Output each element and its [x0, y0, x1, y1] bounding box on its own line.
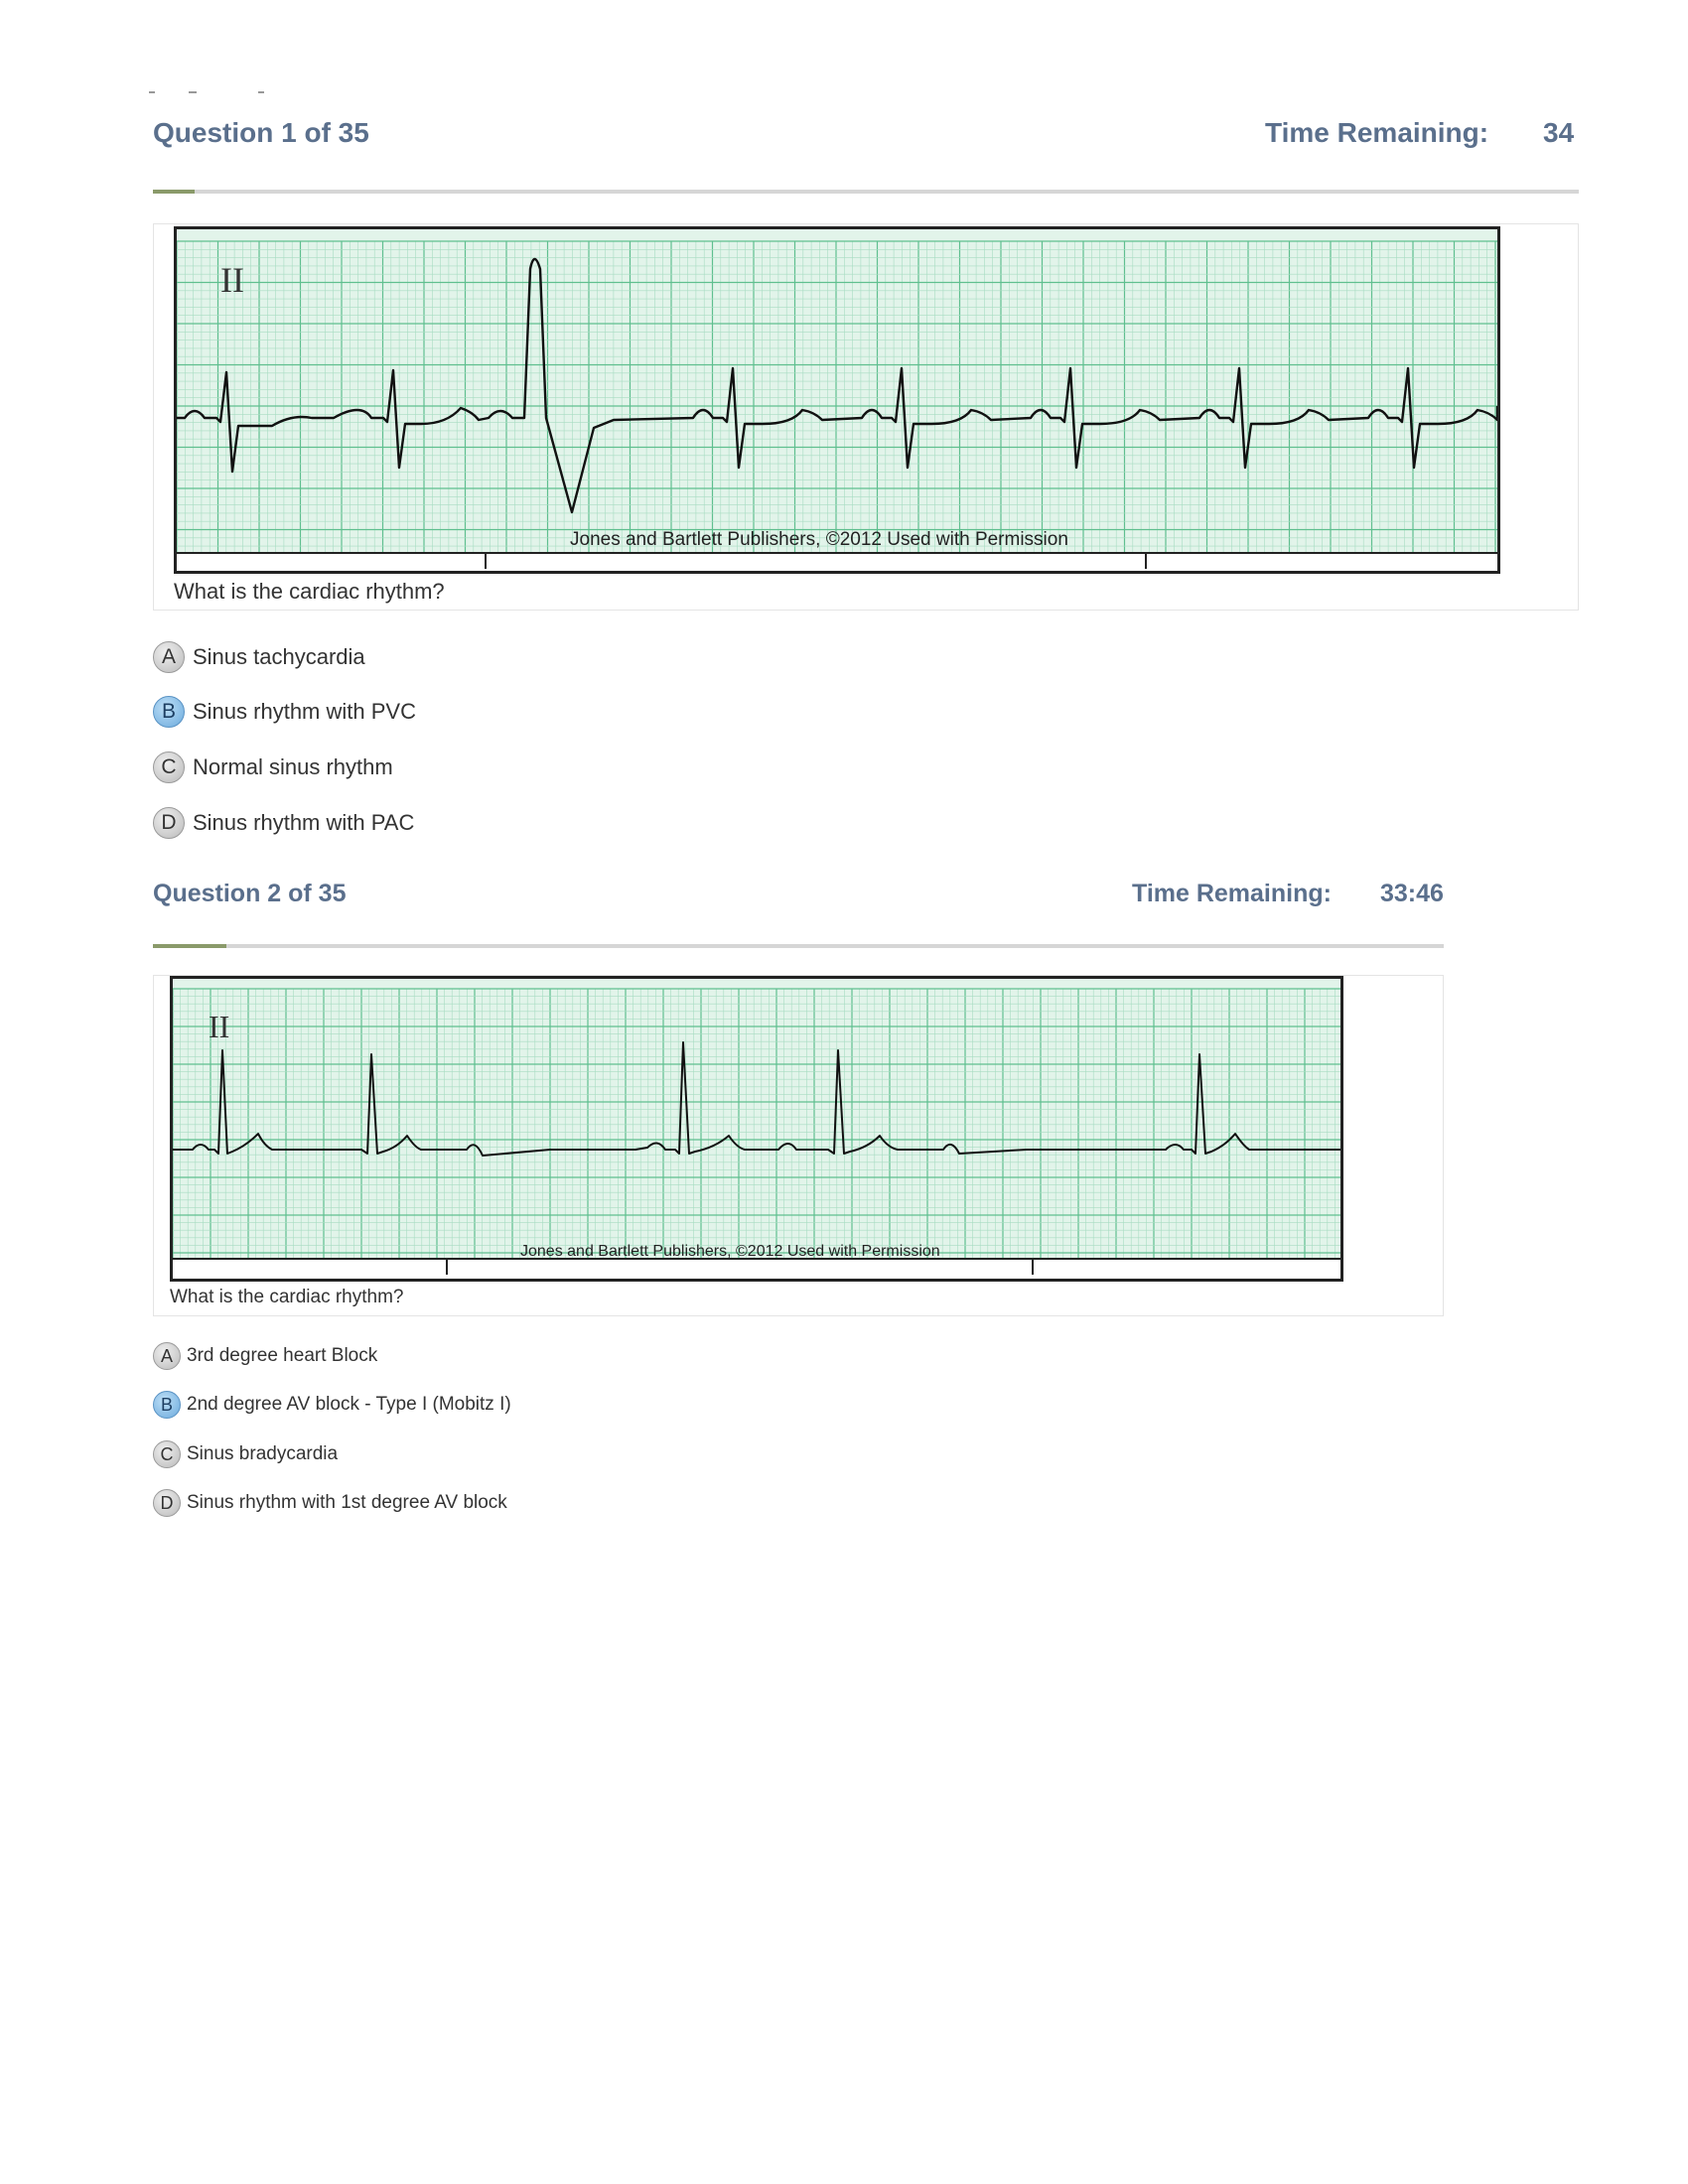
question-2-lead-label: II — [209, 1009, 230, 1044]
option-c-label: Sinus bradycardia — [187, 1443, 339, 1464]
option-d-badge: D — [153, 807, 185, 839]
question-1-progress-fill — [153, 190, 195, 194]
question-2-option-b[interactable] — [153, 1391, 511, 1419]
option-c-badge: C — [153, 1440, 181, 1468]
option-b-label: Sinus rhythm with PVC — [193, 699, 416, 724]
option-b-label: 2nd degree AV block - Type I (Mobitz I) — [187, 1394, 511, 1415]
question-1-header — [153, 117, 1579, 157]
top-fragment — [149, 89, 268, 95]
question-2-image-credit: Jones and Bartlett Publishers, ©2012 Used with Permission — [520, 1243, 940, 1260]
question-1-option-a[interactable] — [153, 641, 365, 673]
option-a-label: 3rd degree heart Block — [187, 1345, 378, 1366]
option-b-badge: B — [153, 696, 185, 728]
question-1-ecg-grid — [177, 229, 1497, 571]
option-d-label: Sinus rhythm with PAC — [193, 810, 415, 835]
question-2-time-label: Time Remaining: — [1132, 880, 1332, 907]
question-1-time-value: 34 — [1543, 117, 1575, 148]
question-2-option-d[interactable] — [153, 1489, 507, 1517]
question-2-progress-bar — [153, 944, 1444, 948]
question-1-prompt: What is the cardiac rhythm? — [174, 579, 445, 604]
question-1-time-label: Time Remaining: — [1265, 117, 1489, 148]
question-1-ecg-strip — [174, 226, 1500, 574]
question-2-option-c[interactable] — [153, 1440, 338, 1468]
question-2-panel — [153, 975, 1444, 1316]
question-2-ecg-strip — [170, 976, 1343, 1282]
question-2-time-value: 33:46 — [1380, 880, 1444, 907]
question-2-ecg-grid — [173, 979, 1340, 1279]
question-2-progress-fill — [153, 944, 226, 948]
question-2-prompt: What is the cardiac rhythm? — [170, 1287, 404, 1307]
option-a-label: Sinus tachycardia — [193, 644, 365, 669]
option-a-badge: A — [153, 1342, 181, 1370]
option-b-badge: B — [153, 1391, 181, 1419]
question-1-image-credit: Jones and Bartlett Publishers, ©2012 Used with Permission — [570, 529, 1068, 550]
question-1-option-d[interactable] — [153, 807, 414, 839]
question-2-header — [153, 880, 1444, 919]
option-c-label: Normal sinus rhythm — [193, 754, 393, 779]
question-1-progress-bar — [153, 190, 1579, 194]
question-1-panel — [153, 223, 1579, 611]
question-1-lead-label: II — [220, 260, 244, 300]
question-2-option-a[interactable] — [153, 1342, 377, 1370]
question-1-option-b[interactable] — [153, 696, 416, 728]
option-a-badge: A — [153, 641, 185, 673]
option-d-badge: D — [153, 1489, 181, 1517]
option-d-label: Sinus rhythm with 1st degree AV block — [187, 1492, 507, 1513]
question-1-option-c[interactable] — [153, 751, 393, 783]
option-c-badge: C — [153, 751, 185, 783]
question-2-title: Question 2 of 35 — [153, 880, 347, 907]
question-1-title: Question 1 of 35 — [153, 117, 369, 148]
